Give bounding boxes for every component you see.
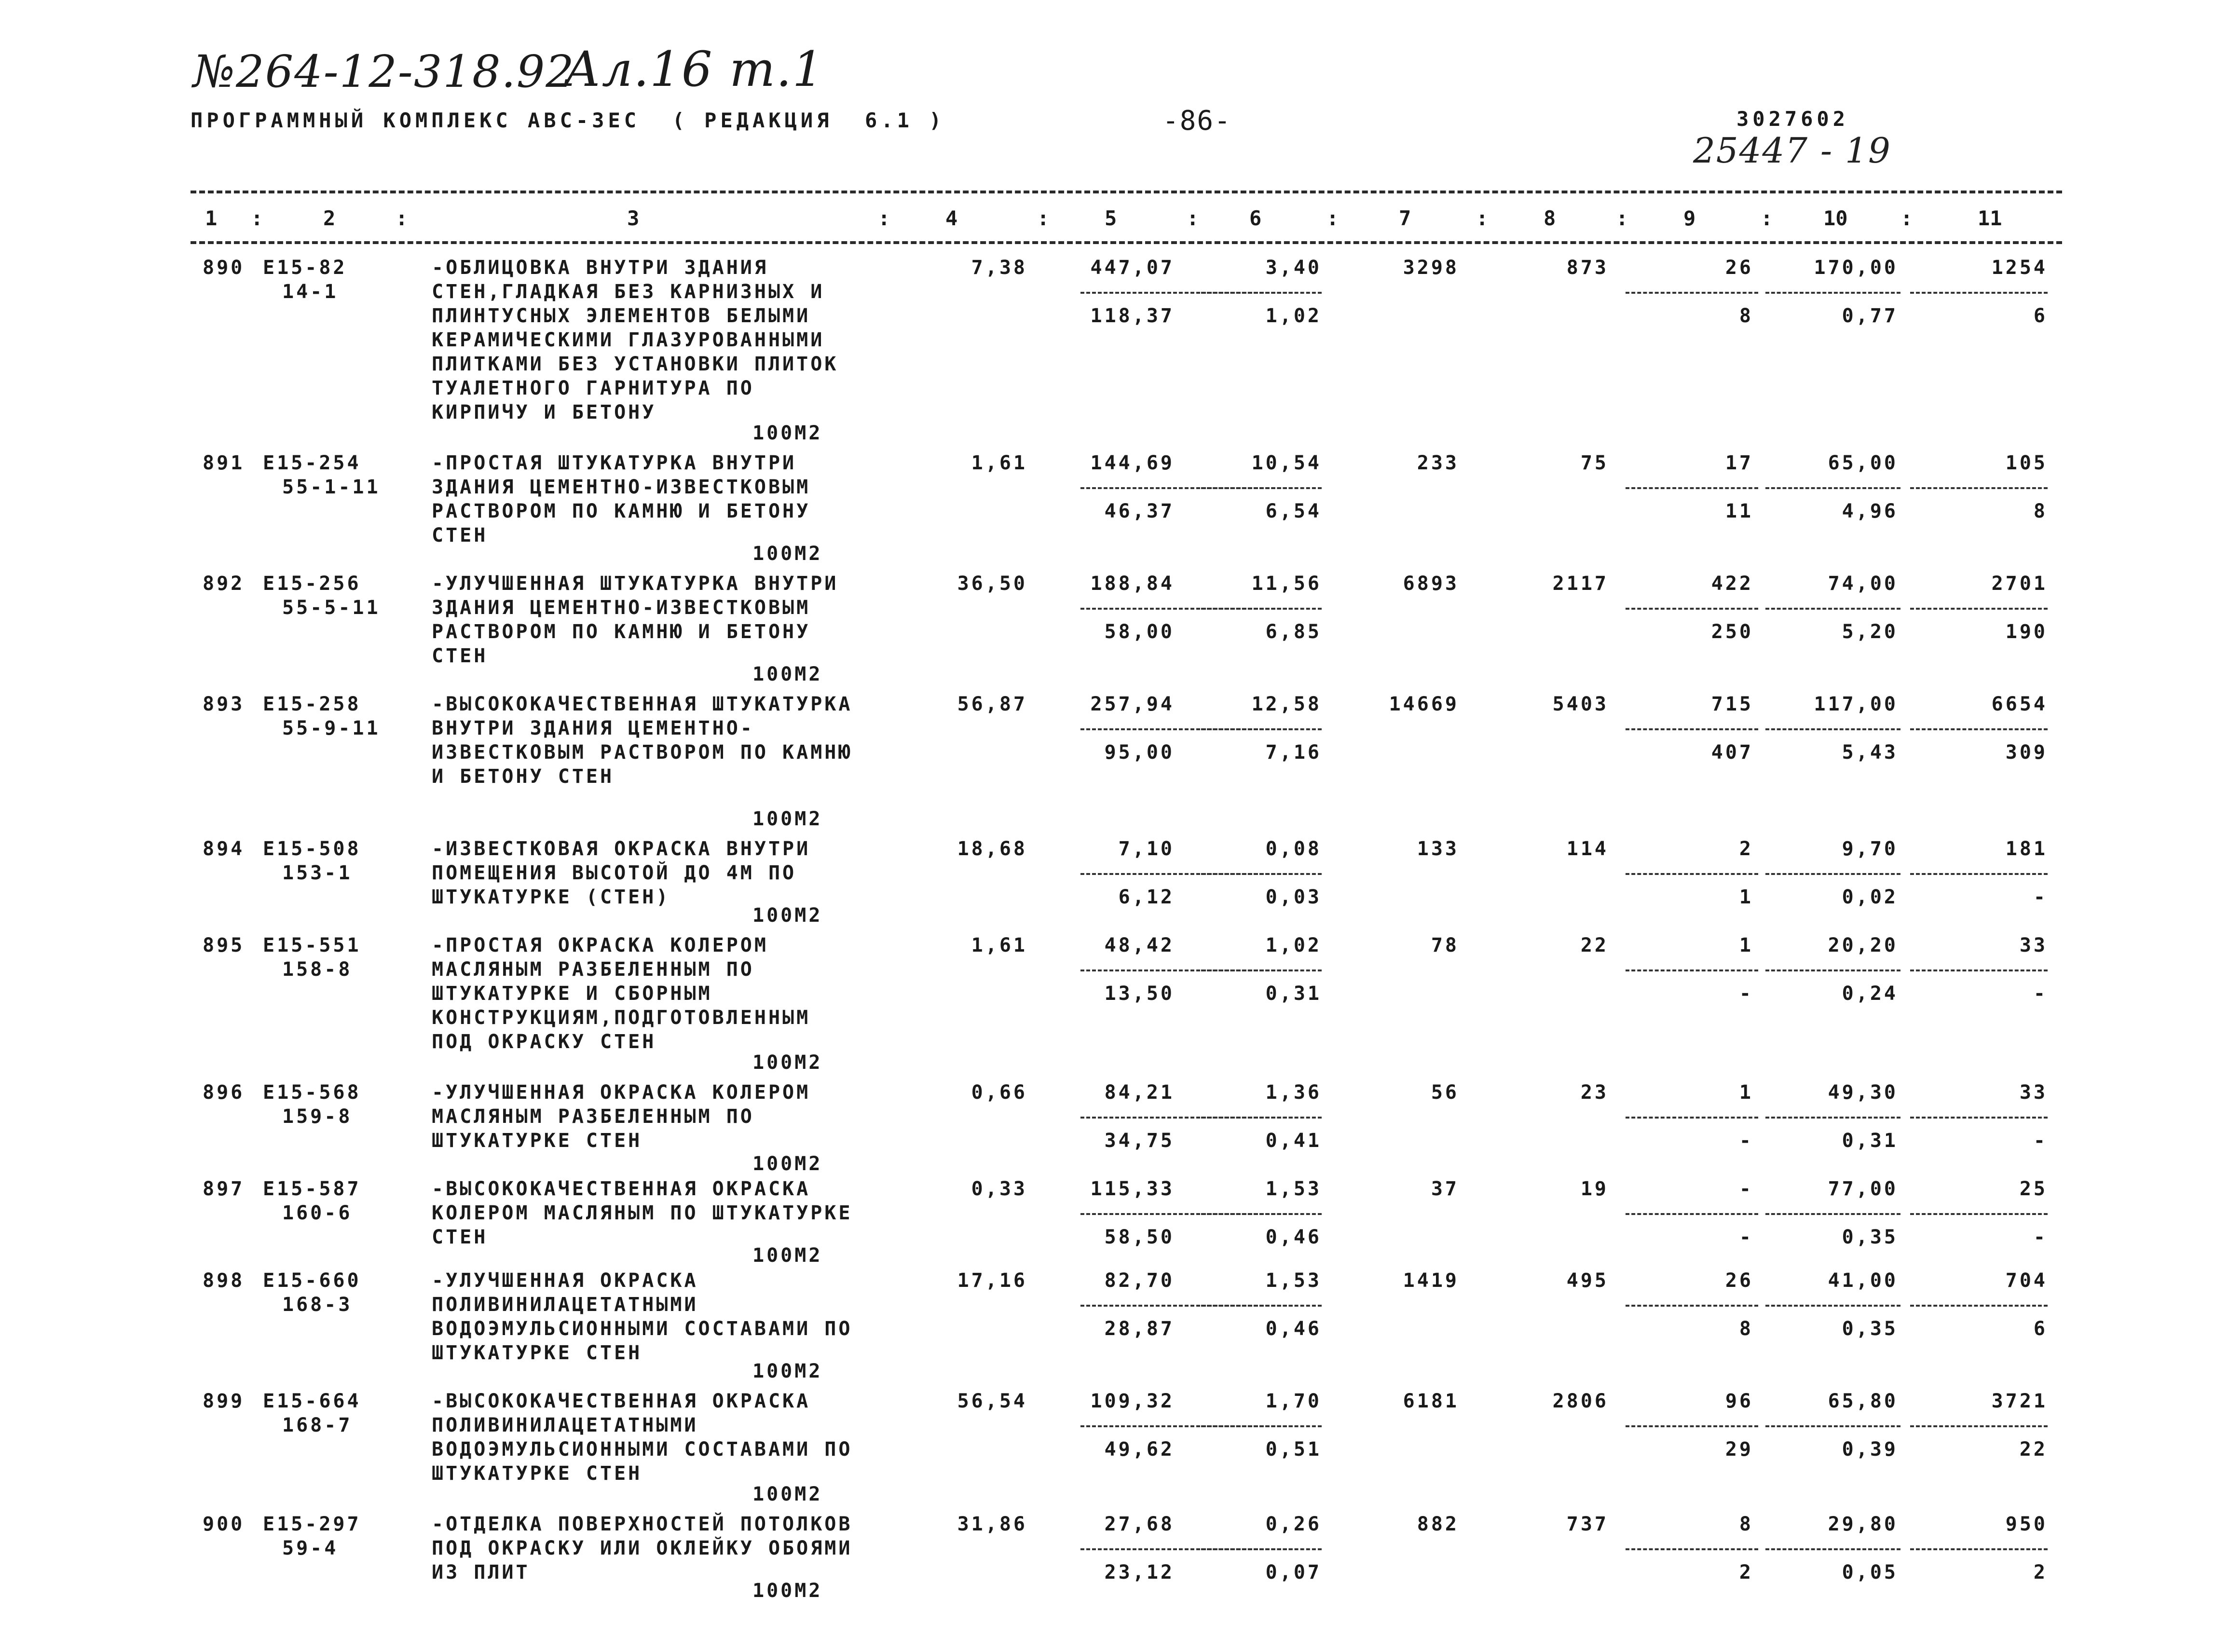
cell-col11-bottom: 190 [2005, 621, 2048, 643]
column-separator: : [878, 206, 890, 230]
table-row [0, 1512, 2228, 1628]
cell-col8: 5403 [1552, 693, 1609, 715]
row-description: -УЛУЧШЕННАЯ ШТУКАТУРКА ВНУТРИ ЗДАНИЯ ЦЕМЕНТНО-ИЗВЕСТКОВЫМ РАСТВОРОМ ПО КАМНЮ И БЕТОНУ СТЕН [432, 573, 839, 667]
cell-col5-top: 447,07 [1090, 257, 1175, 279]
cell-col11-bottom: - [2033, 1226, 2048, 1248]
top-rule [191, 191, 2062, 193]
value-divider [1910, 292, 2048, 294]
column-separator: : [396, 206, 408, 230]
row-code: Е15-82 [263, 257, 347, 279]
cell-col5-bottom: 13,50 [1104, 983, 1175, 1005]
program-title: ПРОГРАММНЫЙ КОМПЛЕКС АВС-3ЕС ( РЕДАКЦИЯ 6.1 ) [191, 109, 945, 132]
row-number: 892 [203, 573, 245, 595]
cell-col11-top: 33 [2019, 934, 2048, 956]
cell-col5-bottom: 6,12 [1118, 886, 1175, 908]
cell-col7: 14669 [1389, 693, 1459, 715]
table-row [0, 692, 2228, 808]
cell-col9-top: 8 [1739, 1513, 1753, 1535]
cell-col11-top: 2701 [1991, 573, 2048, 595]
value-divider [1201, 487, 1322, 489]
cell-col8: 75 [1580, 452, 1609, 474]
value-divider [1201, 728, 1322, 730]
table-row [0, 1269, 2228, 1384]
cell-col6-bottom: 0,31 [1265, 983, 1322, 1005]
value-divider [1201, 1213, 1322, 1215]
cell-col4: 36,50 [957, 573, 1027, 595]
row-code: Е15-660 [263, 1270, 361, 1292]
row-number: 900 [203, 1513, 245, 1535]
cell-col9-top: 26 [1725, 257, 1753, 279]
value-divider [1201, 608, 1322, 610]
row-reference: 55-5-11 [282, 597, 381, 619]
cell-col5-top: 27,68 [1104, 1513, 1175, 1535]
cell-col6-bottom: 0,03 [1265, 886, 1322, 908]
column-number: 2 [323, 206, 336, 230]
value-divider [1910, 1425, 2048, 1427]
row-description: -УЛУЧШЕННАЯ ОКРАСКА ПОЛИВИНИЛАЦЕТАТНЫМИ ВОДОЭМУЛЬСИОННЫМИ СОСТАВАМИ ПО ШТУКАТУРКЕ СТЕН [432, 1270, 853, 1364]
column-number: 6 [1249, 206, 1262, 230]
cell-col4: 56,87 [957, 693, 1027, 715]
row-description: -УЛУЧШЕННАЯ ОКРАСКА КОЛЕРОМ МАСЛЯНЫМ РАЗБЕЛЕННЫМ ПО ШТУКАТУРКЕ СТЕН [432, 1081, 811, 1152]
value-divider [1765, 1213, 1900, 1215]
row-number: 894 [203, 838, 245, 860]
cell-col6-top: 0,08 [1265, 838, 1322, 860]
column-separator: : [1476, 206, 1489, 230]
cell-col5-bottom: 58,50 [1104, 1226, 1175, 1248]
row-number: 893 [203, 693, 245, 715]
row-reference: 55-1-11 [282, 476, 381, 498]
cell-col5-top: 257,94 [1090, 693, 1175, 715]
value-divider [1910, 1117, 2048, 1119]
table-row [0, 256, 2228, 423]
cell-col5-bottom: 58,00 [1104, 621, 1175, 643]
row-reference: 160-6 [282, 1202, 353, 1224]
row-reference: 159-8 [282, 1106, 353, 1128]
cell-col10-bottom: 5,43 [1842, 741, 1898, 764]
cell-col9-bottom: 8 [1739, 1318, 1753, 1340]
column-separator: : [1761, 206, 1773, 230]
cell-col11-bottom: 22 [2019, 1438, 2048, 1461]
cell-col5-bottom: 49,62 [1104, 1438, 1175, 1461]
cell-col4: 1,61 [971, 934, 1027, 956]
cell-col4: 56,54 [957, 1390, 1027, 1412]
row-reference: 158-8 [282, 958, 353, 981]
row-number: 899 [203, 1390, 245, 1412]
row-number: 890 [203, 257, 245, 279]
cell-col9-bottom: 250 [1711, 621, 1753, 643]
cell-col4: 1,61 [971, 452, 1027, 474]
value-divider [1765, 608, 1900, 610]
cell-col6-bottom: 6,85 [1265, 621, 1322, 643]
cell-col5-bottom: 118,37 [1090, 305, 1175, 327]
cell-col7: 6181 [1403, 1390, 1459, 1412]
cell-col6-top: 1,53 [1265, 1270, 1322, 1292]
table-row [0, 451, 2228, 567]
unit-label: 100М2 [752, 422, 823, 444]
row-number: 898 [203, 1270, 245, 1292]
cell-col10-top: 49,30 [1828, 1081, 1898, 1104]
cell-col9-bottom: - [1739, 983, 1753, 1005]
row-code: Е15-568 [263, 1081, 361, 1104]
row-number: 896 [203, 1081, 245, 1104]
unit-label: 100М2 [752, 1360, 823, 1382]
cell-col7: 3298 [1403, 257, 1459, 279]
cell-col9-top: 715 [1711, 693, 1753, 715]
cell-col9-bottom: 11 [1725, 500, 1753, 522]
cell-col10-bottom: 0,24 [1842, 983, 1898, 1005]
cell-col6-top: 1,02 [1265, 934, 1322, 956]
cell-col10-top: 65,00 [1828, 452, 1898, 474]
cell-col7: 56 [1431, 1081, 1459, 1104]
cell-col11-top: 181 [2005, 838, 2048, 860]
column-separator: : [1900, 206, 1913, 230]
row-reference: 14-1 [282, 281, 339, 303]
cell-col6-bottom: 7,16 [1265, 741, 1322, 764]
column-separator: : [1616, 206, 1628, 230]
row-reference: 168-3 [282, 1294, 353, 1316]
cell-col4: 17,16 [957, 1270, 1027, 1292]
cell-col10-top: 170,00 [1814, 257, 1898, 279]
cell-col9-top: 96 [1725, 1390, 1753, 1412]
value-divider [1201, 873, 1322, 875]
cell-col9-top: 1 [1739, 934, 1753, 956]
handwritten-album: Ал.16 т.1 [564, 41, 824, 97]
unit-label: 100М2 [752, 1244, 823, 1267]
value-divider [1626, 728, 1758, 730]
row-reference: 153-1 [282, 862, 353, 884]
value-divider [1910, 1548, 2048, 1550]
cell-col10-top: 77,00 [1828, 1178, 1898, 1200]
column-number: 4 [945, 206, 958, 230]
cell-col9-top: 2 [1739, 838, 1753, 860]
cell-col9-bottom: - [1739, 1130, 1753, 1152]
cell-col5-top: 48,42 [1104, 934, 1175, 956]
cell-col8: 2117 [1552, 573, 1609, 595]
cell-col10-bottom: 4,96 [1842, 500, 1898, 522]
cell-col11-bottom: - [2033, 1130, 2048, 1152]
row-description: -ОТДЕЛКА ПОВЕРХНОСТЕЙ ПОТОЛКОВ ПОД ОКРАСКУ ИЛИ ОКЛЕЙКУ ОБОЯМИ ИЗ ПЛИТ [432, 1513, 853, 1584]
cell-col9-bottom: - [1739, 1226, 1753, 1248]
cell-col10-bottom: 0,77 [1842, 305, 1898, 327]
unit-label: 100М2 [752, 1051, 823, 1074]
row-number: 895 [203, 934, 245, 956]
column-separator: : [1037, 206, 1050, 230]
cell-col11-top: 704 [2005, 1270, 2048, 1292]
value-divider [1626, 1117, 1758, 1119]
cell-col11-bottom: 8 [2033, 500, 2048, 522]
cell-col8: 495 [1566, 1270, 1609, 1292]
unit-label: 100М2 [752, 1483, 823, 1505]
cell-col10-bottom: 0,02 [1842, 886, 1898, 908]
cell-col11-bottom: - [2033, 886, 2048, 908]
cell-col11-top: 105 [2005, 452, 2048, 474]
cell-col10-top: 74,00 [1828, 573, 1898, 595]
row-description: -ВЫСОКОКАЧЕСТВЕННАЯ ОКРАСКА КОЛЕРОМ МАСЛЯНЫМ ПО ШТУКАТУРКЕ СТЕН [432, 1178, 853, 1248]
value-divider [1910, 873, 2048, 875]
row-code: Е15-254 [263, 452, 361, 474]
value-divider [1910, 1213, 2048, 1215]
cell-col8: 873 [1566, 257, 1609, 279]
cell-col6-top: 11,56 [1251, 573, 1322, 595]
document-code: 3027602 [1736, 107, 1849, 131]
cell-col5-top: 115,33 [1090, 1178, 1175, 1200]
cell-col5-bottom: 46,37 [1104, 500, 1175, 522]
row-code: Е15-297 [263, 1513, 361, 1535]
row-description: -ВЫСОКОКАЧЕСТВЕННАЯ ШТУКАТУРКА ВНУТРИ ЗДАНИЯ ЦЕМЕНТНО-ИЗВЕСТКОВЫМ РАСТВОРОМ ПО КАМНЮ И БЕТОНУ СТЕН [432, 693, 853, 788]
cell-col10-top: 65,80 [1828, 1390, 1898, 1412]
row-description: -ИЗВЕСТКОВАЯ ОКРАСКА ВНУТРИ ПОМЕЩЕНИЯ ВЫСОТОЙ ДО 4М ПО ШТУКАТУРКЕ (СТЕН) [432, 838, 811, 908]
cell-col11-top: 950 [2005, 1513, 2048, 1535]
cell-col8: 23 [1580, 1081, 1609, 1104]
cell-col10-top: 9,70 [1842, 838, 1898, 860]
cell-col10-top: 29,80 [1828, 1513, 1898, 1535]
unit-label: 100М2 [752, 663, 823, 685]
cell-col11-top: 6654 [1991, 693, 2048, 715]
handwritten-extra-number: 25447 - 19 [1693, 130, 1891, 171]
cell-col7: 882 [1417, 1513, 1459, 1535]
cell-col6-top: 1,36 [1265, 1081, 1322, 1104]
cell-col10-bottom: 0,35 [1842, 1226, 1898, 1248]
value-divider [1626, 1305, 1758, 1307]
cell-col9-bottom: 407 [1711, 741, 1753, 764]
column-number-row [0, 206, 2228, 235]
cell-col5-bottom: 34,75 [1104, 1130, 1175, 1152]
cell-col8: 2806 [1552, 1390, 1609, 1412]
cell-col8: 737 [1566, 1513, 1609, 1535]
cell-col11-top: 33 [2019, 1081, 2048, 1104]
value-divider [1910, 487, 2048, 489]
cell-col8: 22 [1580, 934, 1609, 956]
value-divider [1626, 608, 1758, 610]
row-code: Е15-664 [263, 1390, 361, 1412]
cell-col11-bottom: 6 [2033, 305, 2048, 327]
handwritten-doc-number: №264-12-318.92 [193, 46, 575, 97]
cell-col7: 133 [1417, 838, 1459, 860]
row-code: Е15-551 [263, 934, 361, 956]
cell-col6-top: 12,58 [1251, 693, 1322, 715]
cell-col6-bottom: 1,02 [1265, 305, 1322, 327]
cell-col6-bottom: 0,41 [1265, 1130, 1322, 1152]
value-divider [1765, 728, 1900, 730]
cell-col6-bottom: 0,46 [1265, 1226, 1322, 1248]
table-row [0, 572, 2228, 687]
cell-col10-top: 20,20 [1828, 934, 1898, 956]
value-divider [1201, 1425, 1322, 1427]
row-description: -ОБЛИЦОВКА ВНУТРИ ЗДАНИЯ СТЕН,ГЛАДКАЯ БЕЗ КАРНИЗНЫХ И ПЛИНТУСНЫХ ЭЛЕМЕНТОВ БЕЛЫМИ КЕРАМИЧЕСКИМИ ГЛАЗУРОВАННЫМИ ПЛИТКАМИ БЕЗ УСТАНОВКИ ПЛИТОК ТУАЛЕТНОГО ГАРНИТУРА ПО КИРПИЧУ И БЕТОНУ [432, 257, 839, 423]
value-divider [1201, 1117, 1322, 1119]
cell-col5-bottom: 28,87 [1104, 1318, 1175, 1340]
cell-col11-bottom: 309 [2005, 741, 2048, 764]
cell-col5-bottom: 95,00 [1104, 741, 1175, 764]
value-divider [1765, 969, 1900, 971]
cell-col10-top: 41,00 [1828, 1270, 1898, 1292]
value-divider [1765, 873, 1900, 875]
value-divider [1910, 969, 2048, 971]
cell-col6-bottom: 0,07 [1265, 1561, 1322, 1584]
cell-col6-top: 1,53 [1265, 1178, 1322, 1200]
value-divider [1201, 292, 1322, 294]
cell-col6-top: 0,26 [1265, 1513, 1322, 1535]
cell-col9-top: 17 [1725, 452, 1753, 474]
value-divider [1626, 969, 1758, 971]
column-number: 5 [1105, 206, 1117, 230]
cell-col6-top: 10,54 [1251, 452, 1322, 474]
cell-col10-bottom: 0,31 [1842, 1130, 1898, 1152]
value-divider [1626, 873, 1758, 875]
unit-label: 100М2 [752, 1153, 823, 1175]
cell-col11-top: 25 [2019, 1178, 2048, 1200]
cell-col9-bottom: 1 [1739, 886, 1753, 908]
column-number: 11 [1978, 206, 2002, 230]
value-divider [1201, 1548, 1322, 1550]
row-description: -ВЫСОКОКАЧЕСТВЕННАЯ ОКРАСКА ПОЛИВИНИЛАЦЕТАТНЫМИ ВОДОЭМУЛЬСИОННЫМИ СОСТАВАМИ ПО ШТУКАТУРКЕ СТЕН [432, 1390, 853, 1485]
value-divider [1626, 1425, 1758, 1427]
column-number: 1 [205, 206, 218, 230]
column-number: 3 [627, 206, 640, 230]
value-divider [1910, 728, 2048, 730]
row-description: -ПРОСТАЯ ШТУКАТУРКА ВНУТРИ ЗДАНИЯ ЦЕМЕНТНО-ИЗВЕСТКОВЫМ РАСТВОРОМ ПО КАМНЮ И БЕТОНУ СТЕН [432, 452, 811, 546]
column-separator: : [1326, 206, 1339, 230]
cell-col5-top: 144,69 [1090, 452, 1175, 474]
row-number: 897 [203, 1178, 245, 1200]
column-separator: : [251, 206, 263, 230]
cell-col7: 6893 [1403, 573, 1459, 595]
cell-col4: 7,38 [971, 257, 1027, 279]
cell-col6-top: 3,40 [1265, 257, 1322, 279]
cell-col11-top: 1254 [1991, 257, 2048, 279]
value-divider [1910, 1305, 2048, 1307]
row-code: Е15-587 [263, 1178, 361, 1200]
value-divider [1765, 1305, 1900, 1307]
cell-col10-bottom: 0,35 [1842, 1318, 1898, 1340]
cell-col11-top: 3721 [1991, 1390, 2048, 1412]
value-divider [1765, 1425, 1900, 1427]
value-divider [1765, 1548, 1900, 1550]
value-divider [1765, 487, 1900, 489]
row-description: -ПРОСТАЯ ОКРАСКА КОЛЕРОМ МАСЛЯНЫМ РАЗБЕЛЕННЫМ ПО ШТУКАТУРКЕ И СБОРНЫМ КОНСТРУКЦИЯМ,ПОДГОТОВЛЕННЫМ ПОД ОКРАСКУ СТЕН [432, 934, 811, 1053]
cell-col9-bottom: 8 [1739, 305, 1753, 327]
header-rule [191, 241, 2062, 244]
cell-col9-bottom: 2 [1739, 1561, 1753, 1584]
cell-col10-bottom: 5,20 [1842, 621, 1898, 643]
cell-col10-bottom: 0,39 [1842, 1438, 1898, 1461]
row-reference: 168-7 [282, 1414, 353, 1436]
cell-col10-bottom: 0,05 [1842, 1561, 1898, 1584]
value-divider [1765, 292, 1900, 294]
value-divider [1201, 969, 1322, 971]
value-divider [1626, 292, 1758, 294]
cell-col7: 1419 [1403, 1270, 1459, 1292]
cell-col9-top: 422 [1711, 573, 1753, 595]
column-separator: : [1187, 206, 1199, 230]
cell-col7: 37 [1431, 1178, 1459, 1200]
cell-col9-top: 1 [1739, 1081, 1753, 1104]
cell-col11-bottom: 6 [2033, 1318, 2048, 1340]
row-code: Е15-258 [263, 693, 361, 715]
cell-col4: 0,66 [971, 1081, 1027, 1104]
row-code: Е15-508 [263, 838, 361, 860]
cell-col9-top: 26 [1725, 1270, 1753, 1292]
table-row [0, 933, 2228, 1053]
cell-col9-bottom: 29 [1725, 1438, 1753, 1461]
unit-label: 100М2 [752, 543, 823, 565]
page-number: -86- [1162, 105, 1231, 137]
row-reference: 59-4 [282, 1537, 339, 1559]
cell-col5-top: 82,70 [1104, 1270, 1175, 1292]
value-divider [1626, 487, 1758, 489]
column-number: 7 [1399, 206, 1411, 230]
cell-col4: 0,33 [971, 1178, 1027, 1200]
cell-col7: 78 [1431, 934, 1459, 956]
value-divider [1765, 1117, 1900, 1119]
table-row [0, 1389, 2228, 1505]
cell-col5-top: 188,84 [1090, 573, 1175, 595]
unit-label: 100М2 [752, 904, 823, 927]
cell-col10-top: 117,00 [1814, 693, 1898, 715]
column-number: 10 [1823, 206, 1848, 230]
column-number: 8 [1544, 206, 1556, 230]
value-divider [1201, 1305, 1322, 1307]
cell-col5-top: 7,10 [1118, 838, 1175, 860]
cell-col11-bottom: - [2033, 983, 2048, 1005]
cell-col8: 114 [1566, 838, 1609, 860]
cell-col7: 233 [1417, 452, 1459, 474]
cell-col5-top: 84,21 [1104, 1081, 1175, 1104]
column-number: 9 [1683, 206, 1696, 230]
cell-col6-bottom: 6,54 [1265, 500, 1322, 522]
cell-col9-top: - [1739, 1178, 1753, 1200]
cell-col6-bottom: 0,51 [1265, 1438, 1322, 1461]
unit-label: 100М2 [752, 1580, 823, 1602]
unit-label: 100М2 [752, 808, 823, 830]
row-number: 891 [203, 452, 245, 474]
cell-col6-top: 1,70 [1265, 1390, 1322, 1412]
value-divider [1910, 608, 2048, 610]
cell-col4: 18,68 [957, 838, 1027, 860]
cell-col8: 19 [1580, 1178, 1609, 1200]
row-code: Е15-256 [263, 573, 361, 595]
cell-col5-bottom: 23,12 [1104, 1561, 1175, 1584]
row-reference: 55-9-11 [282, 717, 381, 739]
cell-col6-bottom: 0,46 [1265, 1318, 1322, 1340]
cell-col5-top: 109,32 [1090, 1390, 1175, 1412]
value-divider [1626, 1213, 1758, 1215]
value-divider [1626, 1548, 1758, 1550]
cell-col11-bottom: 2 [2033, 1561, 2048, 1584]
cell-col4: 31,86 [957, 1513, 1027, 1535]
